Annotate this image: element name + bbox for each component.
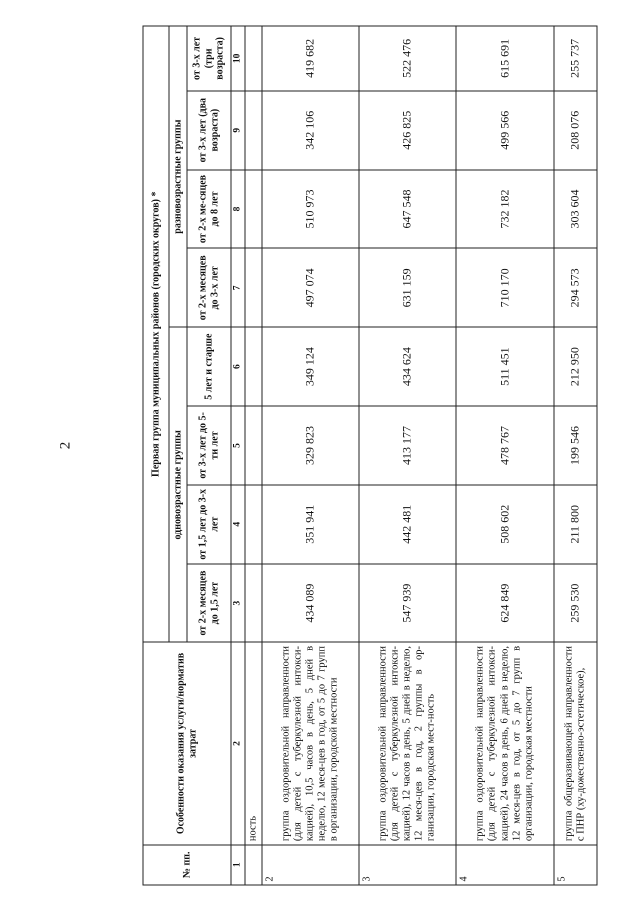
cost-value: 413 177 (359, 406, 456, 485)
cost-value: 211 800 (554, 485, 597, 564)
cost-table (143, 26, 598, 886)
row-description: группа оздоровительной направленности (для детей с туберкулезной интокси-кацией), 24 часов в день, 6 дней в неделю, 12 меся-цев в год, от 5 до 7 групп в организации, городская местности (456, 642, 553, 844)
cost-value (245, 406, 262, 485)
cost-value: 710 170 (456, 248, 553, 327)
cost-value (245, 564, 262, 643)
cost-value: 647 548 (359, 170, 456, 249)
cost-table-wrapper (143, 26, 598, 886)
cost-value: 426 825 (359, 91, 456, 170)
table-row (245, 26, 262, 885)
header-age-col: от 3-х лет (два возраста) (187, 91, 231, 170)
row-description: группа оздоровительной направленности (для детей с туберкулезной интокси-кацией), 10,5 часов в день, 5 дней в неделю, 12 меся-цев в год, от 5 до 7 групп в организации, городской местности (262, 642, 359, 844)
cost-value: 547 939 (359, 564, 456, 643)
rotated-page (90, 20, 640, 890)
cost-value (245, 248, 262, 327)
cost-value: 303 604 (554, 170, 597, 249)
column-number: 7 (231, 248, 245, 327)
column-number: 5 (231, 406, 245, 485)
row-description: ность (245, 642, 262, 844)
header-age-col: от 2-х месяцев до 1,5 лет (187, 564, 231, 643)
cost-value: 615 691 (456, 26, 553, 91)
cost-value: 442 481 (359, 485, 456, 564)
cost-value (245, 485, 262, 564)
column-number: 10 (231, 26, 245, 91)
column-number: 6 (231, 327, 245, 406)
cost-value: 294 573 (554, 248, 597, 327)
row-index: 4 (456, 845, 553, 885)
cost-value: 434 089 (262, 564, 359, 643)
cost-value: 351 941 (262, 485, 359, 564)
cost-value: 522 476 (359, 26, 456, 91)
table-row (554, 26, 597, 885)
row-index (245, 845, 262, 885)
cost-value: 255 737 (554, 26, 597, 91)
row-index: 2 (262, 845, 359, 885)
cost-value (245, 91, 262, 170)
header-group-title: Первая группа муниципальных районов (городских округов) * (143, 26, 169, 642)
header-age-col: от 3-х лет до 5-ти лет (187, 406, 231, 485)
cost-value (245, 26, 262, 91)
header-mixed-age: разновозрастные группы (169, 26, 187, 327)
table-row (359, 26, 456, 885)
cost-value: 329 823 (262, 406, 359, 485)
cost-value: 508 602 (456, 485, 553, 564)
cost-value: 342 106 (262, 91, 359, 170)
table-row (262, 26, 359, 885)
header-age-col: от 3-х лет (три возраста) (187, 26, 231, 91)
header-age-col: от 1,5 лет до 3-х лет (187, 485, 231, 564)
cost-value: 349 124 (262, 327, 359, 406)
cost-value: 732 182 (456, 170, 553, 249)
column-number: 2 (231, 642, 245, 844)
column-number: 3 (231, 564, 245, 643)
cost-value: 199 546 (554, 406, 597, 485)
cost-value: 510 973 (262, 170, 359, 249)
cost-value: 212 950 (554, 327, 597, 406)
row-description: группа оздоровительной направленности (для детей с туберкулезной интокси-кацией), 12 часов в день, 5 дней в неделю, 12 меся-цев в год, 2 группы в ор-ганизации, городская мест-ность (359, 642, 456, 844)
column-number: 4 (231, 485, 245, 564)
cost-value (245, 170, 262, 249)
header-no: № пп. (143, 845, 231, 885)
cost-value: 208 076 (554, 91, 597, 170)
cost-value: 419 682 (262, 26, 359, 91)
page-number: 2 (57, 441, 74, 450)
row-index: 3 (359, 845, 456, 885)
column-number: 1 (231, 845, 245, 885)
header-age-col: от 2-х месяцев до 3-х лет (187, 248, 231, 327)
cost-value: 478 767 (456, 406, 553, 485)
header-age-col: от 2-х ме-сяцев до 8 лет (187, 170, 231, 249)
cost-value: 434 624 (359, 327, 456, 406)
table-row (456, 26, 553, 885)
header-age-col: 5 лет и старше (187, 327, 231, 406)
cost-value: 511 451 (456, 327, 553, 406)
header-single-age: одновозрастные группы (169, 327, 187, 642)
row-index: 5 (554, 845, 597, 885)
header-features: Особенности оказания услуги/норматив затрат (143, 642, 231, 844)
row-description: группа общеразвивающей направленности с ПНР (ху-дожественно-эстетическое), (554, 642, 597, 844)
cost-value: 624 849 (456, 564, 553, 643)
cost-value: 497 074 (262, 248, 359, 327)
cost-value: 259 530 (554, 564, 597, 643)
cost-value: 631 159 (359, 248, 456, 327)
column-number: 9 (231, 91, 245, 170)
cost-value: 499 566 (456, 91, 553, 170)
column-number: 8 (231, 170, 245, 249)
cost-value (245, 327, 262, 406)
